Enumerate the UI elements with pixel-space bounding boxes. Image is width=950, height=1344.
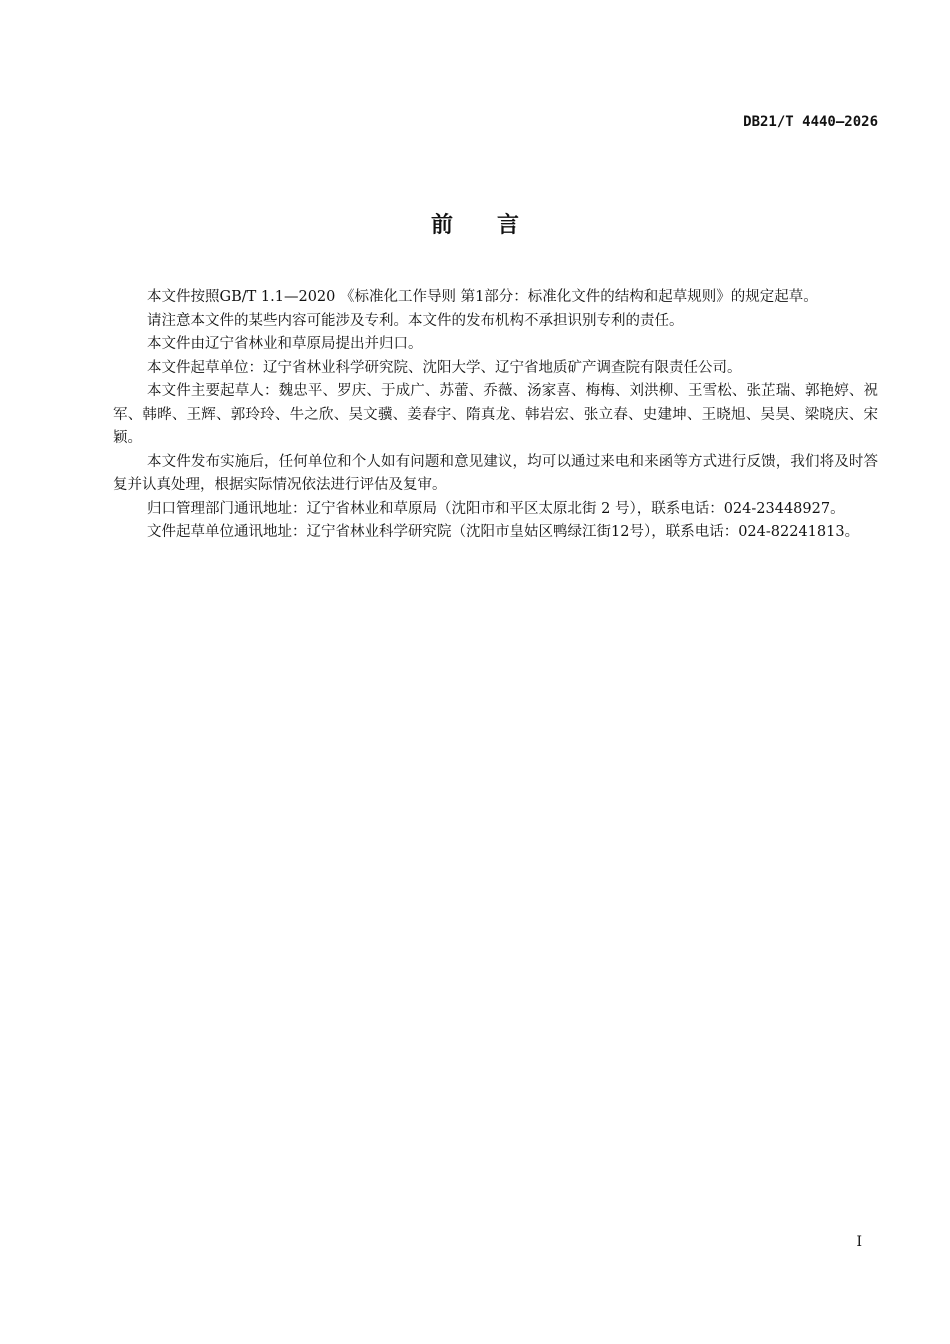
paragraph-drafters: 本文件主要起草人：魏忠平、罗庆、于成广、苏蕾、乔薇、汤家喜、梅梅、刘洪柳、王雪松、张芷瑞、郭艳婷、祝军、韩晔、王辉、郭玲玲、牛之欣、吴文骥、姜春宇、隋真龙、韩岩宏、张立春、史建坤、王晓旭、吴昊、梁晓庆、宋颖。 [113,383,878,446]
paragraph-patent-notice: 请注意本文件的某些内容可能涉及专利。本文件的发布机构不承担识别专利的责任。 [147,312,684,329]
document-code: DB21/T 4440—2026 [743,114,878,130]
title-char-left: 前 [430,213,453,238]
foreword-body [113,286,878,545]
paragraph-proposer: 本文件由辽宁省林业和草原局提出并归口。 [147,336,423,352]
paragraph-drafting-units: 本文件起草单位：辽宁省林业科学研究院、沈阳大学、辽宁省地质矿产调查院有限责任公司。 [147,359,742,376]
page-title [0,208,950,239]
title-char-right: 言 [497,213,520,238]
paragraph-feedback: 本文件发布实施后，任何单位和个人如有问题和意见建议，均可以通过来电和来函等方式进行反馈，我们将及时答复并认真处理，根据实际情况依法进行评估及复审。 [113,453,878,493]
page-number: I [856,1234,862,1250]
paragraph-standard-basis: 本文件按照GB/T 1.1—2020 《标准化工作导则 第1部分：标准化文件的结构和起草规则》的规定起草。 [147,289,818,305]
paragraph-drafter-address: 文件起草单位通讯地址：辽宁省林业科学研究院（沈阳市皇姑区鸭绿江街12号），联系电话：024-82241813。 [147,524,860,540]
paragraph-authority-address: 归口管理部门通讯地址：辽宁省林业和草原局（沈阳市和平区太原北街 2 号），联系电话：024-23448927。 [147,500,845,517]
